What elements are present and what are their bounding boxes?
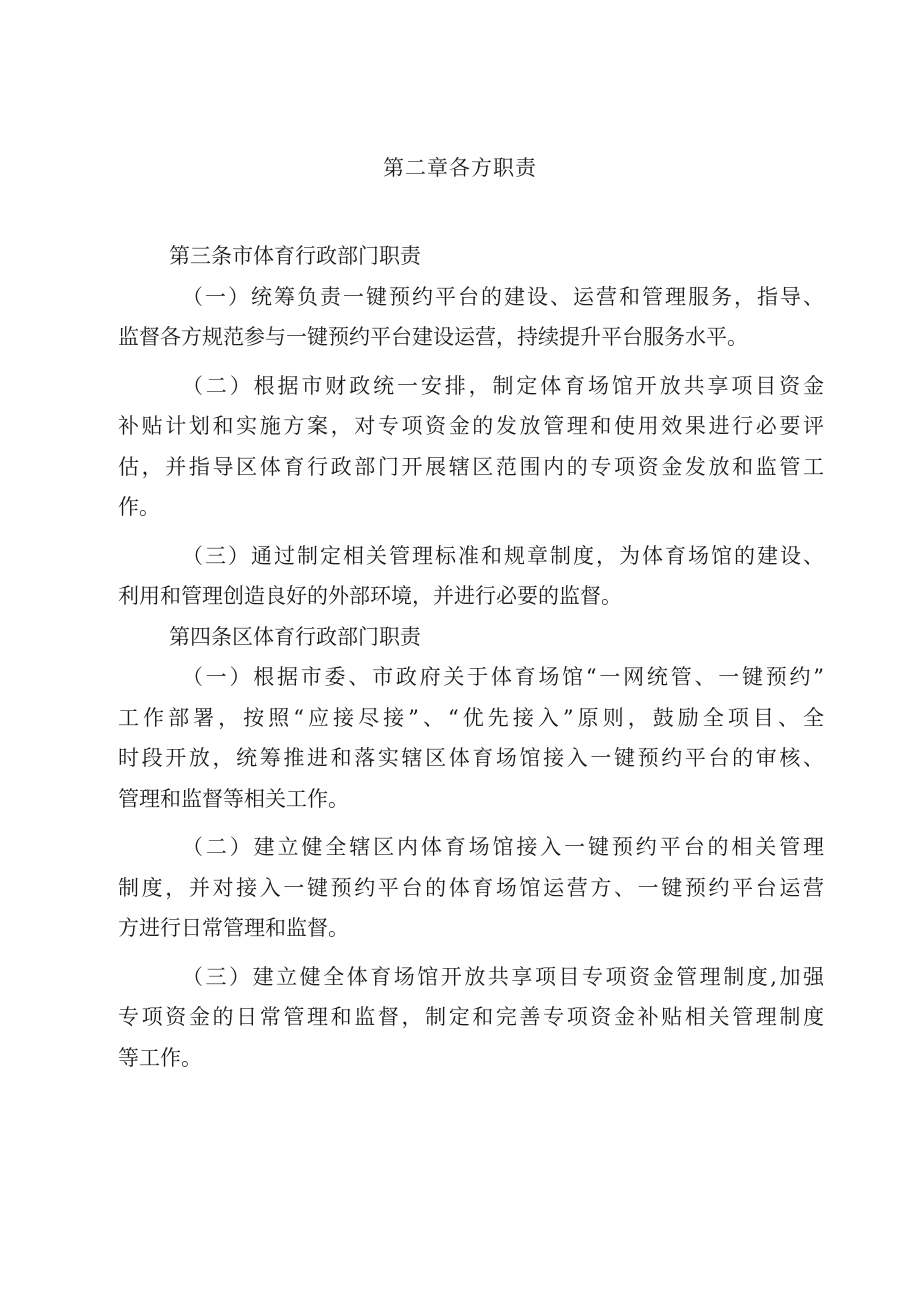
text-line: 专项资金的日常管理和监督，制定和完善专项资金补贴相关管理制度: [118, 1005, 824, 1029]
text-line: 等工作。: [118, 1045, 202, 1070]
text-line: （三）建立健全体育场馆开放共享项目专项资金管理制度,加强: [182, 964, 824, 989]
text-line: 方进行日常管理和监督。: [118, 916, 349, 940]
text-line: 制度，并对接入一键预约平台的体育场馆运营方、一键预约平台运营: [118, 875, 824, 900]
paragraph: [118, 366, 824, 528]
text-line: （二）根据市财政统一安排，制定体育场馆开放共享项目资金: [182, 373, 824, 398]
text-line: （二）建立健全辖区内体育场馆接入一键预约平台的相关管理: [182, 835, 824, 859]
paragraph: [118, 957, 824, 1079]
text-line: 时段开放，统筹推进和落实辖区体育场馆接入一键预约平台的审核、: [118, 746, 824, 770]
chapter-title: 第二章各方职责: [383, 156, 537, 180]
paragraph: [118, 827, 824, 949]
paragraph: [118, 536, 824, 617]
text-line: （三）通过制定相关管理标准和规章制度，为体育场馆的建设、: [182, 543, 824, 568]
article-heading: 第四条区体育行政部门职责: [169, 624, 421, 649]
paragraph: [118, 277, 824, 358]
text-line: 作。: [118, 495, 160, 519]
text-line: 补贴计划和实施方案，对专项资金的发放管理和使用效果进行必要评: [118, 414, 824, 438]
text-line: 估，并指导区体育行政部门开展辖区范围内的专项资金发放和监管工: [118, 454, 824, 479]
paragraph: [118, 657, 824, 819]
text-line: （一）根据市委、市政府关于体育场馆“一网统管、一键预约”: [182, 665, 824, 689]
text-line: 工作部署，按照“应接尽接”、“优先接入”原则，鼓励全项目、全: [118, 705, 824, 730]
text-line: 利用和管理创造良好的外部环境，并进行必要的监督。: [118, 584, 622, 608]
text-line: 监督各方规范参与一键预约平台建设运营，持续提升平台服务水平。: [118, 325, 748, 349]
text-line: 管理和监督等相关工作。: [118, 786, 349, 811]
article-heading: 第三条市体育行政部门职责: [169, 244, 421, 268]
text-line: （一）统筹负责一键预约平台的建设、运营和管理服务，指导、: [182, 284, 824, 309]
document-body: [118, 236, 824, 1078]
